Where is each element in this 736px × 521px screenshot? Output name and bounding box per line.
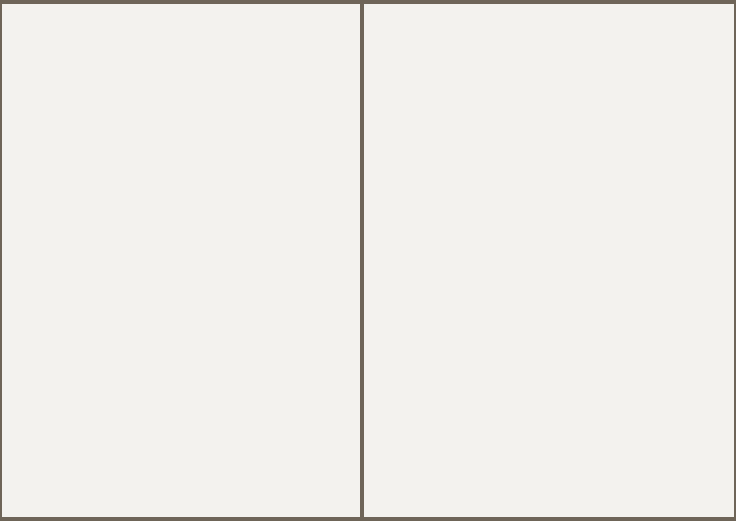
report-page-catalyst xyxy=(364,4,734,517)
report-page-procyte xyxy=(2,4,360,517)
